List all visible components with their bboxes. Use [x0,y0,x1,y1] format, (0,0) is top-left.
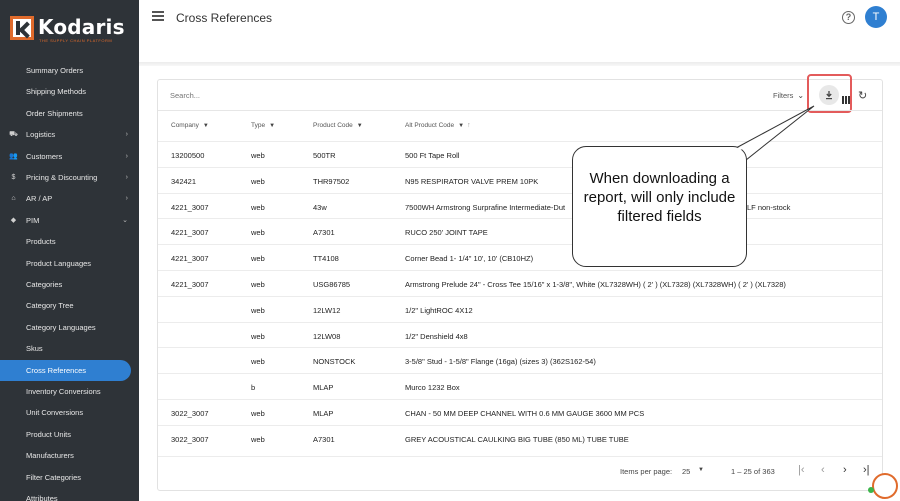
sidebar-item-logistics[interactable] [0,124,139,145]
table-row[interactable] [158,347,882,373]
alt-product-code-cell: N95 RESPIRATOR VALVE PREM 10PK [405,176,539,186]
items-per-page-select[interactable]: 25 [682,467,691,476]
chevron-down-icon: ⌄ [122,217,128,225]
table-row[interactable] [158,296,882,322]
alt-product-code-cell: 3-5/8" Stud - 1-5/8" Flange (16ga) (sizes 3) (362S162-54) [405,357,596,367]
user-avatar[interactable]: T [865,6,887,28]
sidebar-item-categories[interactable] [0,274,139,295]
sidebar-item-manufacturers[interactable] [0,445,139,466]
cross-references-table-card [157,79,883,491]
sidebar-item-label: Manufacturers [26,451,74,461]
pagination-range: 1 – 25 of 363 [731,467,775,476]
table-row[interactable] [158,244,882,270]
column-header-label: Company [171,122,199,129]
sidebar-item-label: Filter Categories [26,472,82,482]
online-status-dot [868,487,874,493]
sidebar-item-order-shipments[interactable] [0,103,139,124]
product-code-cell: MLAP [313,383,334,393]
logo-mark-icon [10,16,34,40]
type-cell: web [251,202,265,212]
filters-dropdown[interactable] [773,91,804,100]
chevron-right-icon: › [125,131,128,139]
sidebar-item-attributes[interactable] [0,488,139,501]
sidebar-item-label: Inventory Conversions [26,387,101,396]
sidebar-item-inventory-conversions[interactable] [0,381,139,402]
alt-product-code-cell: 500 Ft Tape Roll [405,151,460,160]
sidebar-item-category-tree[interactable] [0,295,139,316]
sidebar-item-label: Category Languages [26,322,96,332]
sidebar-item-label: Skus [26,344,43,354]
sidebar-item-pricing-discounting[interactable] [0,167,139,188]
sidebar-item-pim[interactable] [0,210,139,231]
company-cell: 342421 [171,176,197,186]
alt-product-code-cell: Corner Bead 1- 1/4" 10', 10' (CB10HZ) [405,254,534,264]
help-icon[interactable]: ? [842,11,855,24]
table-row[interactable] [158,141,882,167]
type-cell: web [251,305,265,315]
chevron-right-icon: › [125,152,128,160]
pagination-bar [158,456,882,490]
product-code-cell: THR97502 [313,176,350,186]
sidebar-item-label: Products [26,237,56,247]
table-row[interactable] [158,218,882,244]
company-cell: 3022_3007 [171,434,209,444]
header-divider [139,62,900,66]
sidebar-item-summary-orders[interactable] [0,60,139,81]
alt-product-code-overflow: LF non-stock [747,202,791,212]
sidebar-item-label: Attributes [26,494,58,501]
annotation-callout [572,146,747,267]
chevron-down-icon: ⌄ [797,91,805,100]
chevron-right-icon: › [125,174,128,181]
company-cell: 13200500 [171,151,205,160]
sidebar-item-label: Shipping Methods [26,87,87,97]
sidebar-item-unit-conversions[interactable] [0,402,139,423]
table-row[interactable] [158,193,882,219]
sidebar-item-label: Category Tree [26,301,74,311]
next-page-icon[interactable]: › [843,464,847,476]
callout-text: When downloading a report, will only include filtered fields [583,170,736,225]
product-code-cell: USG86785 [313,280,351,289]
sidebar-item-product-units[interactable] [0,424,139,445]
column-header-company[interactable] [171,122,209,129]
sidebar-item-label: AR / AP [26,194,53,204]
product-code-cell: A7301 [313,434,335,444]
sidebar-item-label: Categories [26,280,63,289]
type-cell: web [251,434,265,444]
sidebar-item-product-languages[interactable] [0,253,139,274]
sidebar-item-customers[interactable] [0,146,139,167]
product-code-cell: MLAP [313,409,334,418]
logo-tagline: THE SUPPLY CHAIN PLATFORM [39,38,113,43]
product-code-cell: TT4108 [313,254,339,264]
sidebar-item-label: Summary Orders [26,66,84,75]
table-row[interactable] [158,322,882,348]
company-cell: 3022_3007 [171,409,209,418]
alt-product-code-cell: CHAN - 50 MM DEEP CHANNEL WITH 0.6 MM GAUGE 3600 MM PCS [405,409,645,418]
refresh-icon[interactable]: ↻ [858,90,868,102]
product-code-cell: 43w [313,202,327,212]
dollar-icon: $ [11,174,16,181]
chevron-right-icon: › [125,195,128,203]
alt-product-code-cell: Murco 1232 Box [405,383,460,393]
company-cell: 4221_3007 [171,202,209,212]
download-highlight-box [807,74,852,113]
chat-support-icon[interactable] [872,473,898,499]
type-cell: web [251,176,265,186]
sidebar-item-label: Logistics [26,130,56,140]
company-cell: 4221_3007 [171,280,209,289]
sidebar [0,0,139,501]
table-row[interactable] [158,399,882,425]
sidebar-item-shipping-methods[interactable] [0,81,139,102]
caret-down-icon[interactable]: ▼ [698,467,704,473]
type-cell: web [251,151,265,160]
column-header-label: Product Code [313,122,353,129]
page-title: Cross References [176,11,273,25]
table-row[interactable] [158,425,882,451]
type-cell: web [251,409,265,418]
column-header-product-code[interactable] [313,122,363,129]
type-cell: web [251,331,265,341]
bank-icon: ⌂ [11,195,16,203]
sidebar-item-category-languages[interactable] [0,317,139,338]
sidebar-item-ar-ap[interactable] [0,188,139,209]
sidebar-item-filter-categories[interactable] [0,467,139,488]
alt-product-code-cell: 1/2" LightROC 4X12 [405,305,473,315]
column-header-type[interactable] [251,122,275,129]
kodaris-logo[interactable] [10,15,125,44]
filters-label: Filters [773,91,794,100]
alt-product-code-cell: RUCO 250' JOINT TAPE [405,228,488,238]
sidebar-item-label: Order Shipments [26,108,83,118]
sidebar-item-label: Customers [26,151,63,161]
sidebar-item-label: Unit Conversions [26,408,84,418]
sort-caret-icon: ▼ [202,123,209,129]
table-row[interactable] [158,270,882,296]
previous-page-icon[interactable]: ‹ [821,464,825,476]
type-cell: web [251,254,265,264]
sidebar-item-label: Pricing & Discounting [26,173,98,182]
alt-product-code-cell: GREY ACOUSTICAL CAULKING BIG TUBE (850 ML) TUBE TUBE [405,434,629,444]
product-code-cell: 500TR [313,151,336,160]
hamburger-menu-icon[interactable] [152,11,164,21]
column-header-alt-product-code[interactable] [405,122,471,129]
alt-product-code-cell: 7500WH Armstrong Surprafine Intermediate-Dut [405,202,566,212]
table-row[interactable] [158,167,882,193]
sort-caret-icon: ▼ [458,123,465,129]
sidebar-item-label: PIM [26,215,40,225]
first-page-icon[interactable]: |‹ [798,464,805,476]
column-header-label: Alt Product Code [405,122,455,129]
product-code-cell: NONSTOCK [313,357,356,367]
search-input[interactable] [170,91,370,100]
sort-arrow-up-icon[interactable]: ↑ [467,122,471,129]
company-cell: 4221_3007 [171,228,209,238]
people-icon: 👥 [9,153,18,161]
logo-text: Kodaris [38,15,125,39]
product-code-cell: A7301 [313,228,335,238]
sort-caret-icon: ▼ [269,123,276,129]
tag-icon: ◆ [10,217,17,225]
sidebar-item-label: Product Units [26,429,72,439]
sidebar-item-cross-references[interactable] [0,360,131,381]
sidebar-item-label: Product Languages [26,258,92,268]
last-page-icon[interactable]: ›| [863,464,870,476]
sidebar-item-skus[interactable] [0,338,139,359]
type-cell: web [251,280,265,289]
product-code-cell: 12LW12 [313,305,341,315]
alt-product-code-cell: Armstrong Prelude 24" - Cross Tee 15/16" x 1-3/8", White (XL7328WH) ( 2' ) (XL7328) (XL7328WH) ( 2' ) (XL7328) [405,280,786,289]
toolbar-divider [158,110,882,111]
sidebar-item-products[interactable] [0,231,139,252]
alt-product-code-cell: 1/2" Denshield 4x8 [405,331,468,341]
company-cell: 4221_3007 [171,254,209,264]
product-code-cell: 12LW08 [313,331,341,341]
type-cell: b [251,383,256,393]
items-per-page-label: Items per page: [620,467,673,476]
column-header-label: Type [251,122,266,129]
sort-caret-icon: ▼ [356,123,363,129]
type-cell: web [251,228,265,238]
truck-icon: ⛟ [9,131,18,139]
table-row[interactable] [158,373,882,399]
type-cell: web [251,357,265,367]
sidebar-item-label: Cross References [26,365,87,375]
